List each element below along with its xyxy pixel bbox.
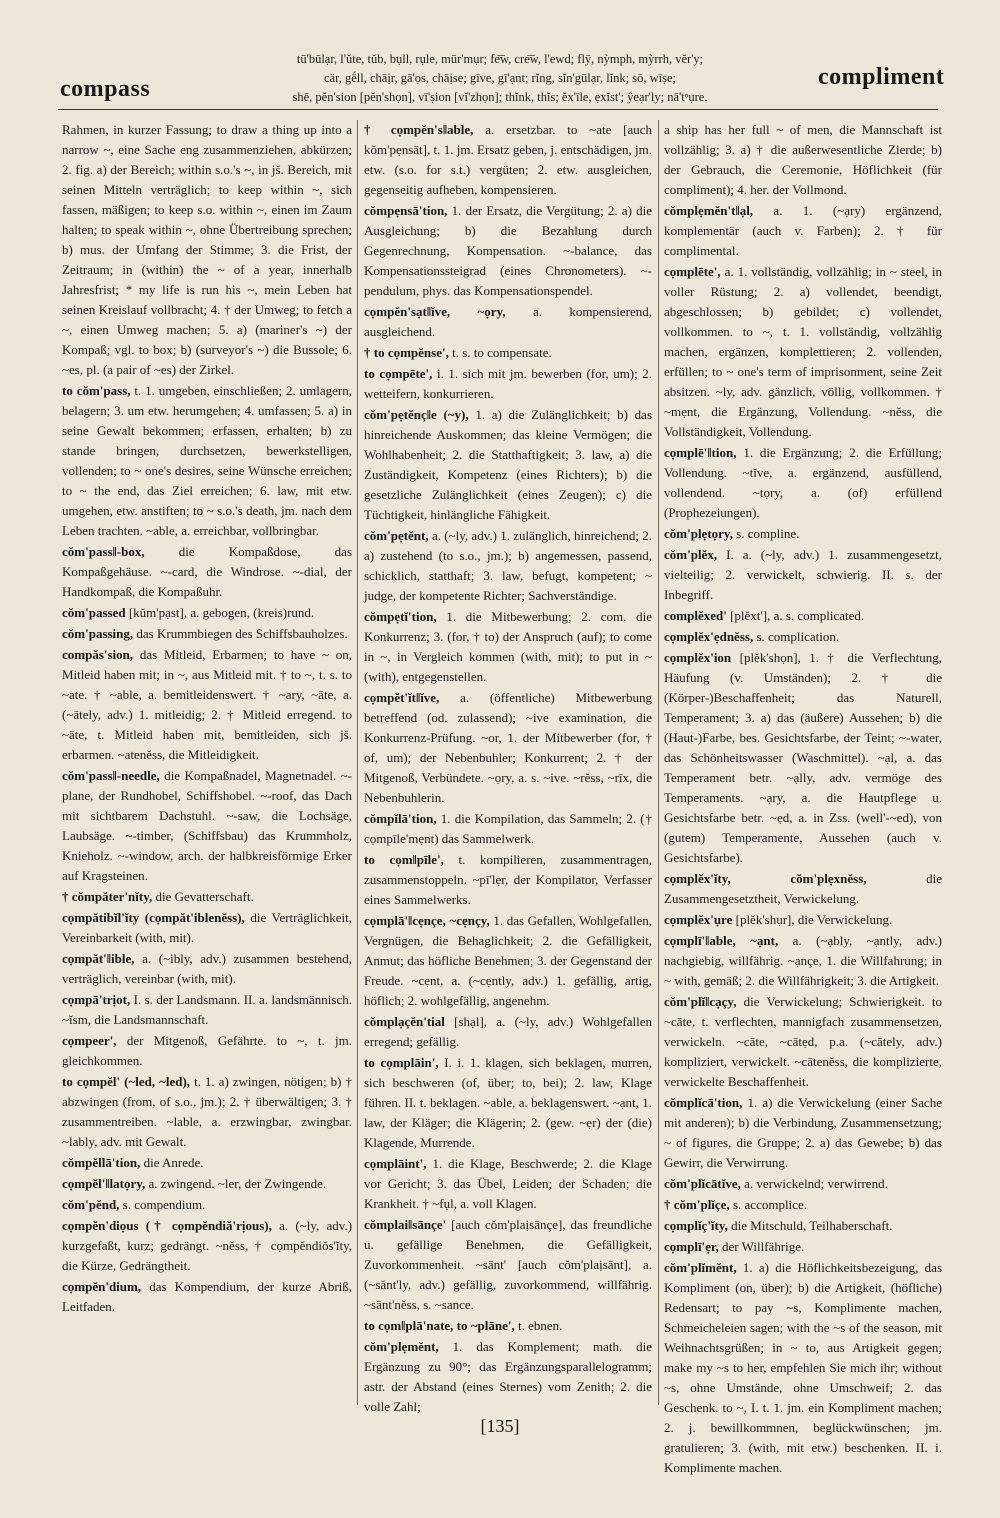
headword: cọmpĕn'sạt‖ĭve, ~ọry, <box>364 304 506 319</box>
definition-text: das Krummbiegen des Schiffsbauholzes. <box>136 626 348 641</box>
headword: cọmplĕx'ion <box>664 650 732 665</box>
headword: cọmpĕn'diọus († cọmpĕndiă'rịous), <box>62 1218 272 1233</box>
headword: compăs'sion, <box>62 647 134 662</box>
definition-text: der Willfährige. <box>722 1239 805 1254</box>
dictionary-entry <box>664 262 942 442</box>
headword: † cŏmpăter'nĭty, <box>62 889 153 904</box>
definition-text: t. 1. a) zwingen, nötigen; b) † abzwingen (from, of s.o., jm.); 2. † überwältigen; 3. † zusammentreiben. ~lable, a. erzwingbar, zwingbar. ~lably, adv. mit Gewalt. <box>62 1074 352 1149</box>
definition-text: a. ersetzbar. to ~ate [auch kŏm'pẹnsāt], t. 1. jm. Ersatz geben, j. entschädigen, jm. etw. (s.o. for s.t.) vergüten; 2. etw. ausgleichen, gegenseitig aufheben, kompensieren. <box>364 122 653 197</box>
definition-text: I. i. 1. klagen, sich beklagen, murren, sich beschweren (of, über; to, bei); 2. law, Klage führen. II. t. beklagen. ~able, a. beklagenswert. ~ạnt, 1. law, der Kläger; die Klägerin; 2. (gew. ~ẹr) der (die) Klagende, Murrende. <box>364 1055 653 1150</box>
definition-text: die Mitschuld, Teilhaberschaft. <box>731 1218 893 1233</box>
headword: to cọm‖pīle', <box>364 852 444 867</box>
dictionary-entry <box>664 869 942 909</box>
dictionary-entry <box>62 908 352 948</box>
definition-text: Rahmen, in kurzer Fassung; to draw a thing up into a narrow ~, eine Sache eng zusammenziehen, abkürzen; 2. fig. a) der Bereich; within s.o.'s ~, in jš. Bereich, mit seinen Mitteln verträglich; to keep within ~, sich fassen, mäßigen; to keep s.o. within ~, einen im Zaum halten; to speak within ~, ohne Übertreibung sprechen; b) mus. der Umfang der Stimme; 3. die Frist, der Zeitraum; in (within) the ~ of a year, innerhalb Jahresfrist; * my life is run his ~, mein Leben hat seinen Kreislauf vollbracht; 4. † der Umweg; to fetch a ~, einen Umweg machen; 5. a) (mariner's ~) der Kompaß; vgl. to box; b) (surveyor's ~) die Bussole; 6. ~es, pl. (a pair of ~es) der Zirkel. <box>62 122 352 377</box>
headword: cọmpătibĭl'ĭty (cọmpăt'iblenĕss), <box>62 910 245 925</box>
dictionary-entry <box>664 443 942 523</box>
dictionary-entry <box>364 302 652 342</box>
definition-text: I. a. (~ly, adv.) 1. zusammengesetzt, vielteilig; 2. verwickelt, schwierig. II. s. der Inbegriff. <box>664 547 943 602</box>
definition-text: die Zusammengesetztheit, Verwickelung. <box>664 871 942 906</box>
definition-text: a. (öffentliche) Mitbewerbung betreffend (od. zulassend); ~ive examination, die Konkurrenz-Prüfung. ~or, 1. der Mitbewerber (for, † of, um); der Nebenbuhler; Konkurrent; 2. † der Mitgenoß, Verbündete. ~ọry, a. s. ~ive. ~rĕss, ~rīx, die Nebenbuhlerin. <box>364 690 652 805</box>
definition-text: a. (~ibly, adv.) zusammen bestehend, verträglich, vereinbar (with, mit). <box>62 951 352 986</box>
dictionary-entry <box>364 1154 652 1214</box>
dictionary-entry <box>364 1215 652 1315</box>
definition-text: a. 1. vollständig, vollzählig; in ~ steel, in voller Rüstung; 2. a) vollendet, beendigt, abgeschlossen; b) gebildet; c) vollendet, vollkommen. to ~, t. 1. vollständig, vollzählig machen, ergänzen, komplettieren; 2. vollenden, erfüllen; to ~ one's term of imprisonment, seine Zeit absitzen. ~ly, adv. gänzlich, völlig, vollkommen. † ~mẹnt, die Ergänzung, Vollendung. ~nĕss, die Vollständigkeit, Vollendung. <box>664 264 942 439</box>
definition-text: die Verwickelung; Schwierigkeit. to ~cāte, t. verflechten, mannigfach zusammensetzen, verwickeln. ~cāte, ~cātẹd, p.a. (~cātely, adv.) kompliziert, verwickelt. ~cātenĕss, die komplizierte, verwickelte Beschaffenheit. <box>664 994 943 1089</box>
headword: to cọmpĕl' (~led, ~led), <box>62 1074 191 1089</box>
headword: cŏm'plĕx, <box>664 547 718 562</box>
dictionary-entry <box>664 1195 942 1215</box>
headword: cŏm'passing, <box>62 626 134 641</box>
definition-text: 1. a) die Zulänglichkeit; b) das hinreichende Auskommen; das kleine Vermögen; die Wohlhabenheit; 2. die Statthaftigkeit; 3. law, a) die Zuständigkeit, Kompetenz (eines Richters); b) die gesetzliche Zulänglichkeit (eines Zeugen); c) die Tüchtigkeit, hinlängliche Fähigkeit. <box>364 407 653 522</box>
headword: cŏm'plĭmĕnt, <box>664 1260 737 1275</box>
definition-text: das Mitleid, Erbarmen; to have ~ on, Mitleid haben mit; in ~, aus Mitleid mit. † to ~, t. s. to ~ate. † ~able, a. bemitleidenswert. † ~ary, ~āte, a. (~ātely, adv.) 1. mitleidig; 2. † Mitleid erregend. to ~āte, t. Mitleid haben mit, bemitleiden, sich jš. erbarmen. ~atenĕss, die Mitleidigkeit. <box>62 647 353 762</box>
dictionary-entry <box>364 850 652 910</box>
definition-text: die Kompaßdose, das Kompaßgehäuse. ~-card, die Windrose. ~-dial, der Handkompaß, die Kompaßuhr. <box>62 544 353 599</box>
dictionary-entry <box>62 603 352 623</box>
headword: cọmplā'‖cẹnçe, ~cẹnçy, <box>364 913 490 928</box>
definition-text: das Kompendium, der kurze Abriß, Leitfaden. <box>62 1279 353 1314</box>
headword: cọmplāint', <box>364 1156 427 1171</box>
definition-text: t. kompilieren, zusammentragen, zusammenstoppeln. ~pī'lẹr, der Kompilator, Verfasser eines Sammelwerks. <box>364 852 652 907</box>
definition-text: der Mitgenoß, Gefährte. to ~, t. jm. gleichkommen. <box>62 1033 353 1068</box>
dictionary-entry <box>62 624 352 644</box>
dictionary-entry <box>62 542 352 602</box>
dictionary-entry <box>364 1012 652 1052</box>
headword: cọmplĕx'ẹdnĕss, <box>664 629 754 644</box>
dictionary-entry <box>664 606 942 626</box>
dictionary-entry <box>364 364 652 404</box>
dictionary-entry <box>664 992 942 1092</box>
headword: cŏm'passed <box>62 605 126 620</box>
headword: cŏm'pass‖-box, <box>62 544 145 559</box>
dictionary-entry <box>664 910 942 930</box>
definition-text: 1. die Ergänzung; 2. die Erfüllung; Vollendung. ~tĭve, a. ergänzend, ausfüllend, vollendend. ~tọry, a. (of) erfüllend (Prophezeiungen). <box>664 445 942 520</box>
definition-text: t. ebnen. <box>517 1318 563 1333</box>
dictionary-entry <box>664 1258 942 1478</box>
pronunciation-key-line: tū'būlạr, l'ŭte, tŭb, bụll, rụle, mūr'mụr; fe͞w, cre͞w, l'ewd; flȳ, nỳmph, mỳrrh, vĕr'y; <box>296 52 704 66</box>
definition-text: 1. a) die Höflichkeitsbezeigung, das Kompliment (on, über); b) die Artigkeit, (höfliche) Redensart; to pay ~s, Komplimente machen, Schmeicheleien sagen; with the ~s of the season, mit Weihnachtsgrüßen; in ~ to, aus Artigkeit gegen; make my ~s to her, empfehlen Sie mich ihr; without ~s, ohne Umstände, ohne Umschweif; 2. das Geschenk. to ~, I. t. 1. jm. ein Kompliment machen; 2. j. bewillkommnen, beglückwünschen; jm. gratulieren; 3. (with, mit etw.) beschenken. II. i. Komplimente machen. <box>664 1260 943 1475</box>
dictionary-entry <box>664 627 942 647</box>
definition-text: 1. die Kompilation, das Sammeln; 2. († cọmpīle'mẹnt) das Sammelwerk. <box>364 811 652 846</box>
headword: cọmplī'ẹr, <box>664 1239 719 1254</box>
headword: cọmpĕl'‖latọry, <box>62 1176 146 1191</box>
headword: cŏm'plĭcātĭve, <box>664 1176 741 1191</box>
definition-text: a. (~ly, adv.) 1. zulänglich, hinreichend; 2. a) zustehend (to s.o., jm.); b) angemessen, passend, schicklich, statthaft; 3. law, befugt, kompetent; ~ judge, der kompetente Richter; Sachverständige. <box>364 528 653 603</box>
headword: to cọmplāin', <box>364 1055 439 1070</box>
definition-text: s. accomplice. <box>732 1197 807 1212</box>
dictionary-entry <box>364 1337 652 1417</box>
column-left <box>62 120 352 1410</box>
dictionary-entry <box>664 931 942 991</box>
definition-text: a. kompensierend, ausgleichend. <box>364 304 652 339</box>
dictionary-entry <box>664 1237 942 1257</box>
headword: cọmplĕx'ĭty, cŏm'plẹxnĕss, <box>664 871 867 886</box>
dictionary-entry <box>62 1072 352 1152</box>
dictionary-entry <box>364 1316 652 1336</box>
dictionary-entry <box>62 887 352 907</box>
pronunciation-key-line: cär, gḗll, chāịr, gā'ọs, chāịse; gīve, gī'ạnt; rĭng, sĭn'gūlạr, lĭnk; sō, wīṣe; <box>323 71 677 85</box>
headword: cŏmplai‖sānçe' <box>364 1217 447 1232</box>
definition-text: 1. das Gefallen, Wohlgefallen, Vergnügen, die Behaglichkeit; 2. die Gefälligkeit, Anmut; das höfliche Benehmen; 3. der Gegenstand der Freude. ~cẹnt, a. (~cẹntly, adv.) 1. gefällig, artig, höflich; 2. wohlgefällig, angenehm. <box>364 913 652 1008</box>
headword: † cŏm'plĭçe, <box>664 1197 730 1212</box>
dictionary-entry <box>364 688 652 808</box>
headword: cŏm'pĕnd, <box>62 1197 120 1212</box>
headword: cọmpĕn'dium, <box>62 1279 142 1294</box>
dictionary-entry <box>62 949 352 989</box>
definition-text: 1. das Komplement; math. die Ergänzung zu 90°; das Ergänzungsparallelogramm; astr. der Abstand (eines Sternes) vom Zenith; 2. die volle Zahl; <box>364 1339 652 1414</box>
headword: cŏmplẹmĕn't‖ạl, <box>664 203 754 218</box>
dictionary-entry <box>62 120 352 380</box>
dictionary-entry <box>664 524 942 544</box>
definition-text: s. compline. <box>736 526 800 541</box>
headword: cọmpā'trịot, <box>62 992 131 1007</box>
guide-word-right: compliment <box>818 64 945 90</box>
headword: cŏm'pass‖-needle, <box>62 768 160 783</box>
definition-text: I. s. der Landsmann. II. a. landsmännisch. ~ĭsm, die Landsmannschaft. <box>62 992 352 1027</box>
dictionary-entry <box>664 1216 942 1236</box>
guide-word-left: compass <box>60 76 151 102</box>
dictionary-entry <box>364 343 652 363</box>
dictionary-entry <box>664 1093 942 1173</box>
dictionary-entry <box>664 120 942 200</box>
definition-text: [plĕxt'], a. s. complicated. <box>730 608 865 623</box>
headword: cọmpăt'‖ible, <box>62 951 135 966</box>
headword: cŏmpĕllā'tion, <box>62 1155 141 1170</box>
headword: cŏmplạçĕn'tial <box>364 1014 445 1029</box>
dictionary-entry <box>364 809 652 849</box>
dictionary-entry <box>364 201 652 301</box>
dictionary-entry <box>664 201 942 261</box>
dictionary-entry <box>664 545 942 605</box>
definition-text: a. 1. (~ạry) ergänzend, komplementär (auch v. Farben); 2. † für complimental. <box>664 203 942 258</box>
headword: cŏm'plẹtọry, <box>664 526 733 541</box>
headword: cọmplī'‖able, ~ạnt, <box>664 933 779 948</box>
dictionary-entry <box>62 766 352 886</box>
definition-text: [kŭm'pạst], a. gebogen, (kreis)rund. <box>128 605 315 620</box>
definition-text: a. verwickelnd; verwirrend. <box>744 1176 888 1191</box>
headword: † cọmpĕn's‖able, <box>364 122 474 137</box>
headword: complĕxed' <box>664 608 727 623</box>
dictionary-entry <box>364 526 652 606</box>
dictionary-entry <box>364 1053 652 1153</box>
definition-text: a. zwingend. ~ler, der Zwingende. <box>148 1176 327 1191</box>
dictionary-entry <box>364 120 652 200</box>
headword: cọmplēte', <box>664 264 721 279</box>
column-right <box>664 120 943 1475</box>
definition-text: die Anrede. <box>143 1155 204 1170</box>
column-divider <box>658 120 659 1405</box>
dictionary-entry <box>62 1277 352 1317</box>
definition-text: t. 1. umgeben, einschließen; 2. umlagern, belagern; 3. um etw. herumgehen; 4. umfassen; 5. a) in seine Gewalt bekommen; erfassen, erhalten; b) zu stande bringen, durchsetzen, bewerkstelligen, vollenden; to ~ one's desires, seine Wünsche erreichen; to ~ the end, das Ziel erreichen; 6. law, mit etw. umgehen, etw. anstiften; to ~ s.o.'s death, jm. nach dem Leben trachten. ~able, a. erreichbar, vollbringbar. <box>62 383 353 538</box>
headword: to cŏm'pass, <box>62 383 131 398</box>
definition-text: a. (~ạbly, ~ạntly, adv.) nachgiebig, willfährig. ~ạnçe, 1. die Willfahrung; in ~ with, gemäß; 2. die Willfährigkeit; 3. die Artigkeit. <box>664 933 943 988</box>
definition-text: a. (~ly, adv.) kurzgefaßt, kurz; gedrängt. ~nĕss, † cọmpĕndiŏs'ĭty, die Kürze, Gedrängtheit. <box>62 1218 353 1273</box>
dictionary-entry <box>62 1031 352 1071</box>
column-divider <box>357 120 358 1405</box>
pronunciation-key-line: shē, pĕn'sion [pĕn'shọn], vī'ṣion [vĭ'zhọn]; thĭnk, thĭs; ĕx'īle, ẹxĭst'; ŷeạr'ly; nā'tᵒụre. <box>292 90 708 104</box>
definition-text: [shạl], a. (~ly, adv.) Wohlgefallen erregend; gefällig. <box>364 1014 652 1049</box>
headword: cŏmpẹtĭ'tion, <box>364 609 437 624</box>
headword: cŏmplĭcā'tion, <box>664 1095 743 1110</box>
definition-text: [auch cŏm'plaịsānçe], das freundliche u. gefällige Benehmen, die Gefälligkeit, Zuvorkommenheit. ~sānt' [auch cŏm'plaịsānt], a. (~sănt'ly, adv.) gefällig, zuvorkommend, willfährig. ~sānt'nĕss, s. ~sance. <box>364 1217 653 1312</box>
definition-text: i. 1. sich mit jm. bewerben (for, um); 2. wetteifern, konkurrieren. <box>364 366 653 401</box>
definition-text: t. s. to compensate. <box>452 345 552 360</box>
headword: cọmplĕx'ụre <box>664 912 733 927</box>
headword: cọmplē'‖tion, <box>664 445 737 460</box>
headword: cŏmpĭlā'tion, <box>364 811 437 826</box>
headword: cŏm'plĭ‖cạçy, <box>664 994 737 1009</box>
page-number: [135] <box>480 1416 520 1436</box>
definition-text: die Kompaßnadel, Magnetnadel. ~-plane, der Rundhobel, Schiffshobel. ~-roof, das Dach mit sichtbarem Dachstuhl. ~-saw, die Lochsäge, Laubsäge. ~-timber, (Schiffsbau) das Krummholz, Knieholz. ~-window, arch. der halbkreisförmige Erker auf Kragsteinen. <box>62 768 353 883</box>
definition-text: die Verträglichkeit, Vereinbarkeit (with, mit). <box>62 910 352 945</box>
definition-text: die Gevatterschaft. <box>155 889 254 904</box>
dictionary-entry <box>62 990 352 1030</box>
headword: cọmplĭç'ĭty, <box>664 1218 728 1233</box>
definition-text: a ship has her full ~ of men, die Mannschaft ist vollzählig; 3. a) † die außerwesentliche Zierde; b) der Gebrauch, die Ceremonie, Höflichkeit (für compliment); 4. her. der Vollmond. <box>664 122 942 197</box>
dictionary-entry <box>364 607 652 687</box>
dictionary-entry <box>664 1174 942 1194</box>
headword: cọmpeer', <box>62 1033 117 1048</box>
headword: cŏmpẹnsā'tion, <box>364 203 448 218</box>
dictionary-entry <box>364 911 652 1011</box>
headword: cŏm'pẹtĕnt, <box>364 528 429 543</box>
headword: to cọmpēte', <box>364 366 433 381</box>
headword: cọmpĕt'ĭt‖ĭve, <box>364 690 440 705</box>
headword: cŏm'plẹmĕnt, <box>364 1339 439 1354</box>
column-middle <box>364 120 653 1414</box>
definition-text: s. compendium. <box>122 1197 206 1212</box>
definition-text: [plĕk'shọn], 1. † die Verflechtung, Häufung (v. Umständen); 2. † die (Körper-)Beschaffenheit; das Naturell, Temperament; 3. a) das (äußere) Aussehen; b) die (Haut-)Farbe, bes. Gesichtsfarbe, der Teint; ~-water, das Schönheitswasser (Waschmittel). ~ạl, a. das Temperament betr. ~ạlly, adv. vermöge des Temperaments. ~ạry, a. die Hautpflege u. Gesichtsfarbe betr. ~ẹd, a. in Zss. (well'-~ed), von (gutem) Temperamente, Aussehen (auch v. Gesichtsfarbe). <box>664 650 942 865</box>
headword: to cọm‖plā'nate, to ~plāne', <box>364 1318 515 1333</box>
definition-text: 1. die Klage, Beschwerde; 2. die Klage vor Gericht; 3. das Übel, Leiden; der Schaden; die Krankheit. † ~fụl, a. voll Klagen. <box>364 1156 652 1211</box>
header-rule <box>58 109 938 110</box>
dictionary-entry <box>62 1153 352 1173</box>
dictionary-entry <box>364 405 652 525</box>
dictionary-entry <box>62 1195 352 1215</box>
definition-text: 1. der Ersatz, die Vergütung; 2. a) die Ausgleichung; b) die Bezahlung durch Gegenrechnung, Kompensation. ~-balance, das Kompensationssteigrad (eines Chronometers). ~-pendulum, phys. das Kompensationspendel. <box>364 203 652 298</box>
dictionary-entry <box>62 381 352 541</box>
dictionary-entry <box>62 645 352 765</box>
definition-text: s. complication. <box>756 629 840 644</box>
definition-text: 1. a) die Verwickelung (einer Sache mit anderen); b) die Verbindung, Zusammensetzung; ~ of figures, die Gruppe; 2. a) das Gewebe; b) das Gewirr, die Verwirrung. <box>664 1095 943 1170</box>
dictionary-entry <box>664 648 942 868</box>
dictionary-entry <box>62 1216 352 1276</box>
headword: cŏm'pẹtĕnç‖e (~y), <box>364 407 469 422</box>
pronunciation-key <box>205 50 795 107</box>
definition-text: [plĕk'shụr], die Verwickelung. <box>735 912 893 927</box>
definition-text: 1. die Mitbewerbung; 2. com. die Konkurrenz; 3. (for, † to) der Anspruch (auf); to come in ~, in Vergleich kommen (with, mit); to put in ~ (with), entgegenstellen. <box>364 609 652 684</box>
headword: † to cọmpĕnse', <box>364 345 449 360</box>
dictionary-entry <box>62 1174 352 1194</box>
